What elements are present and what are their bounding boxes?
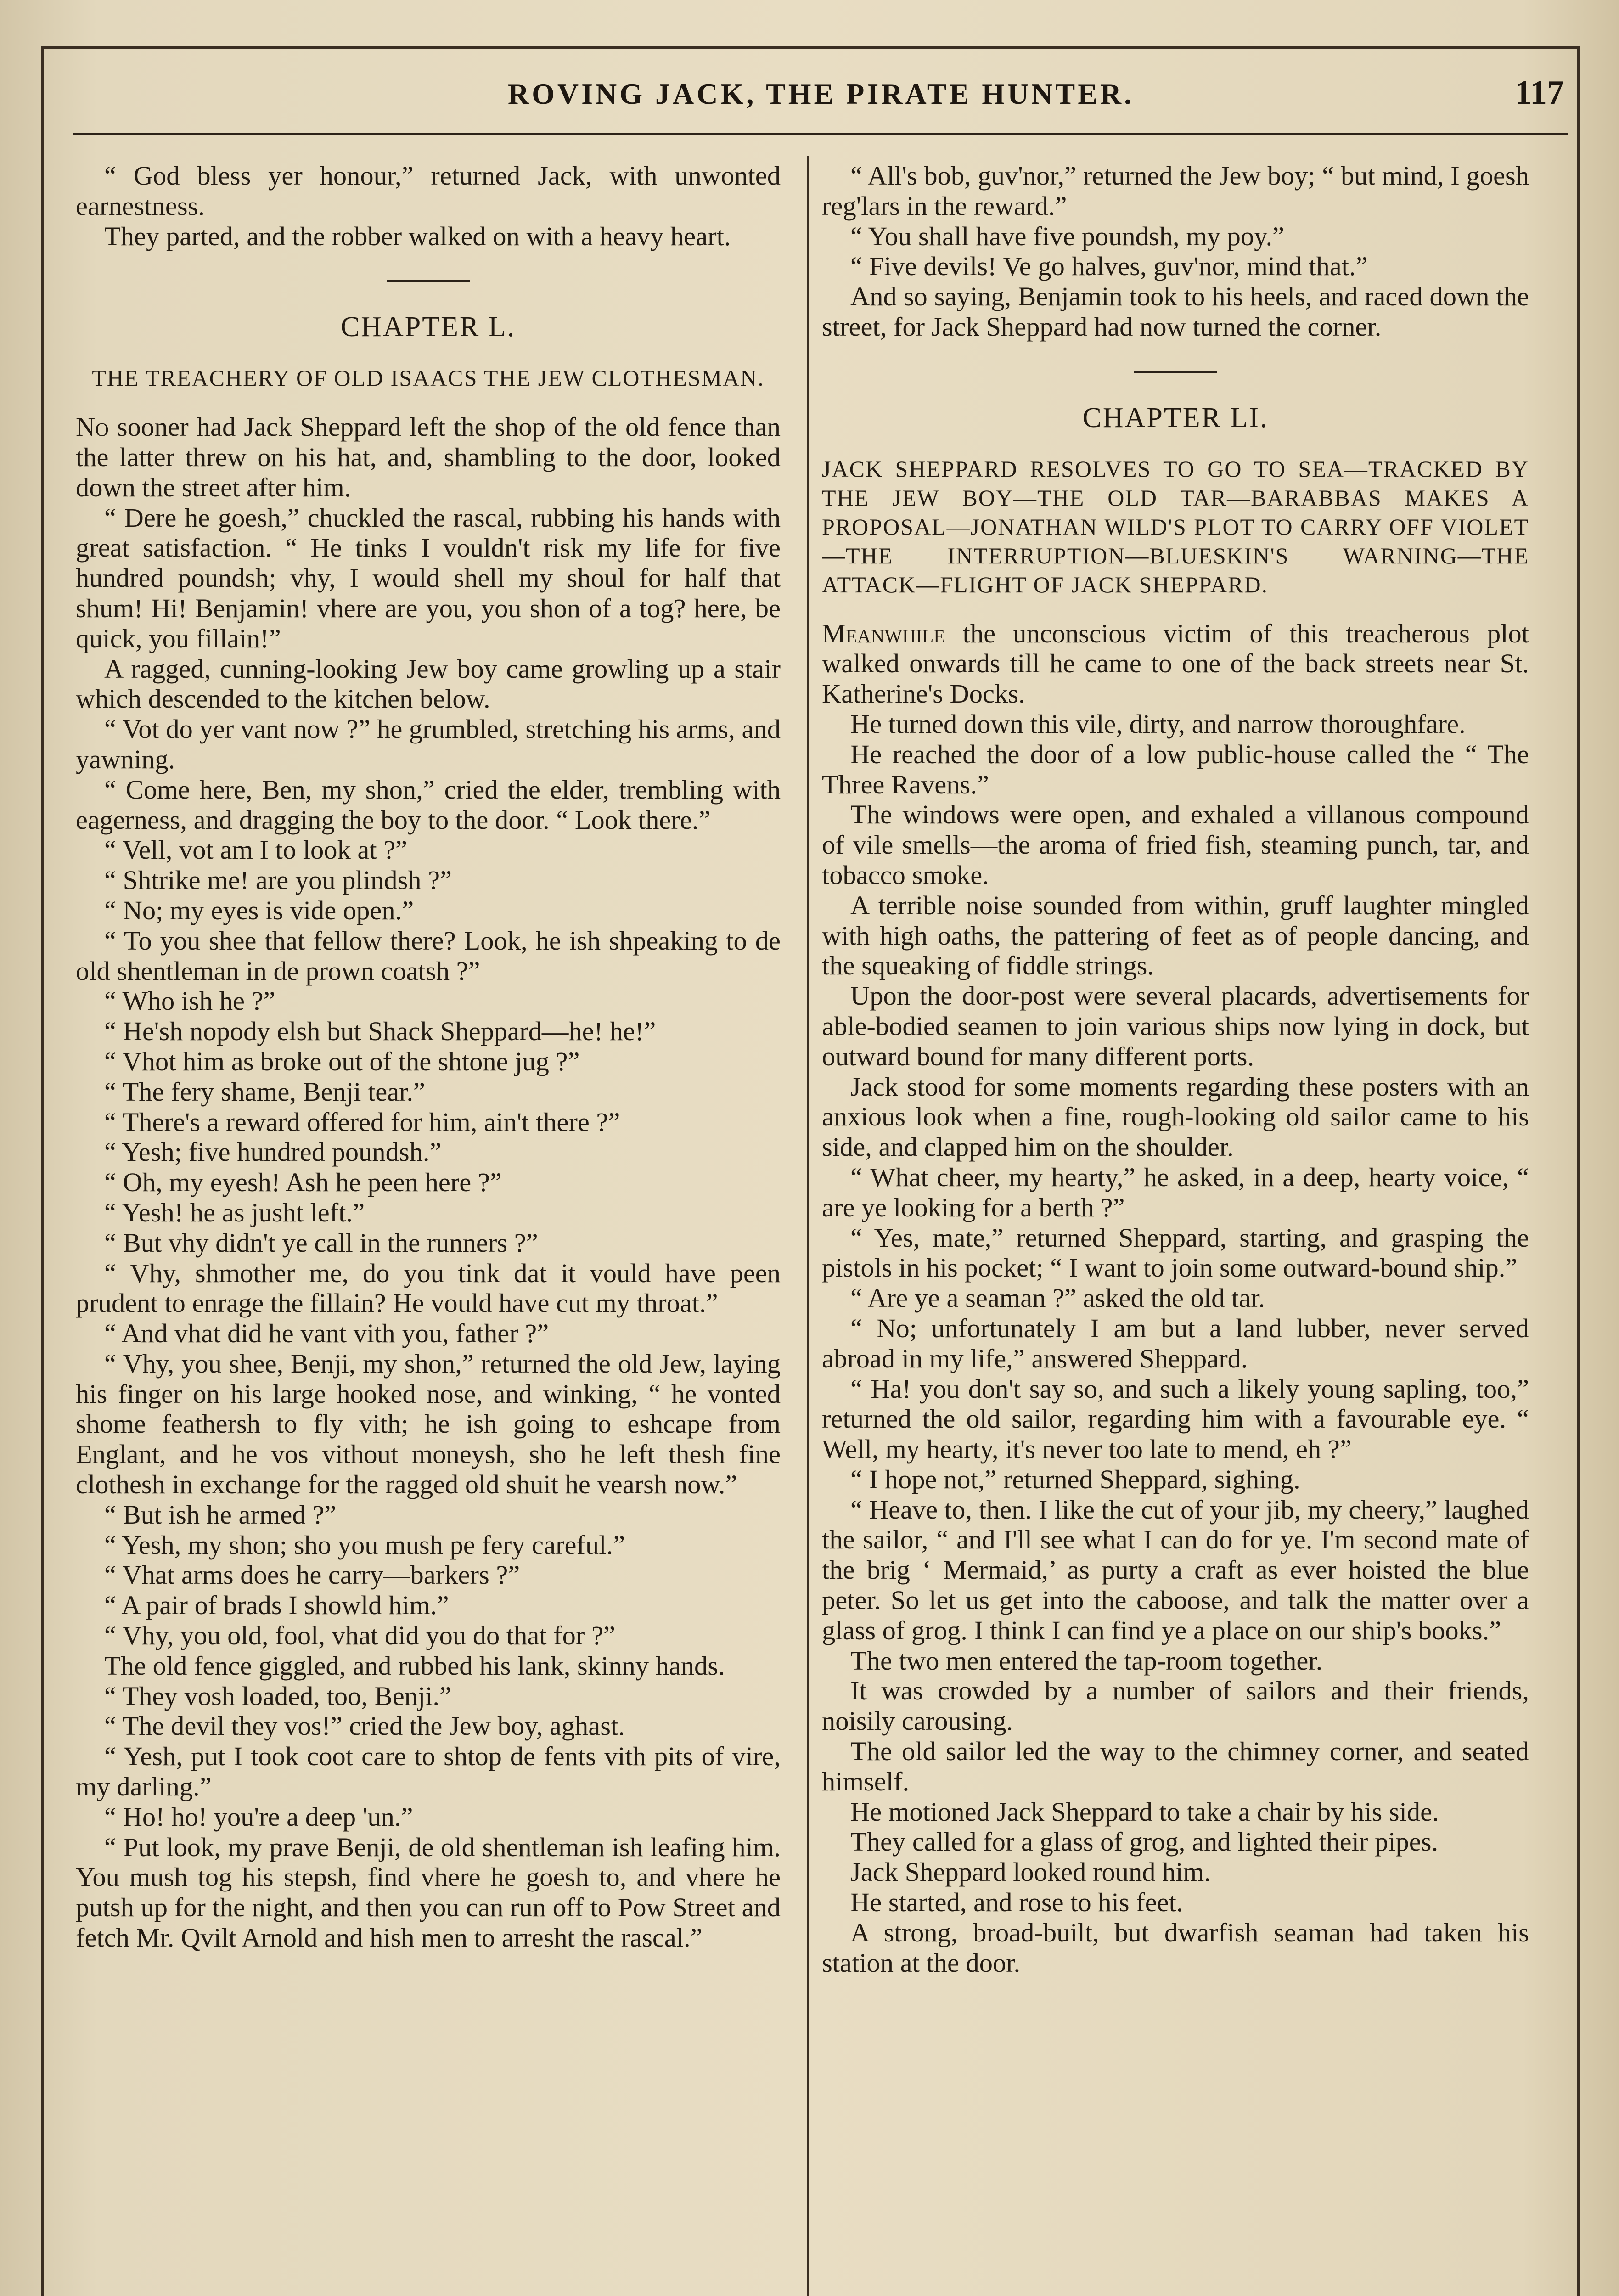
paragraph: Jack stood for some moments regarding these posters with an anxious look when a fine, rough-looking old sailor came to his side, and clapped him on the shoulder. xyxy=(822,1071,1529,1162)
paragraph: “ A pair of brads I showld him.” xyxy=(104,1590,449,1621)
chapter-subtitle: JACK SHEPPARD RESOLVES TO GO TO SEA—TRACKED BY THE JEW BOY—THE OLD TAR—BARABBAS MAKES A PROPOSAL—JONATHAN WILD'S PLOT TO CARRY OFF VIOLET—THE INTERRUPTION—BLUESKIN'S WARNING—THE ATTACK—FLIGHT OF JACK SHEPPARD. xyxy=(822,456,1529,597)
paragraph: “ But vhy didn't ye call in the runners ?” xyxy=(104,1227,538,1258)
paragraph: Jack Sheppard looked round him. xyxy=(850,1857,1211,1887)
paragraph: “ No; my eyes is vide open.” xyxy=(104,895,414,925)
page-number: 117 xyxy=(1515,74,1564,112)
left-column xyxy=(76,161,781,2296)
paragraph: “ No; unfortunately I am but a land lubber, never served abroad in my life,” answered Sheppard. xyxy=(822,1313,1529,1373)
paragraph: “ Yesh! he as jusht left.” xyxy=(104,1197,365,1227)
drop-lead-word: Meanwhile xyxy=(822,618,945,648)
paragraph: “ But ish he armed ?” xyxy=(104,1499,337,1530)
paragraph: “ There's a reward offered for him, ain't there ?” xyxy=(104,1107,620,1137)
paragraph: “ Vot do yer vant now ?” he grumbled, stretching his arms, and yawning. xyxy=(76,714,781,774)
paragraph: The old fence giggled, and rubbed his lank, skinny hands. xyxy=(104,1650,725,1681)
paragraph: He reached the door of a low public-house called the “ The Three Ravens.” xyxy=(822,739,1529,799)
paragraph: “ The fery shame, Benji tear.” xyxy=(104,1076,426,1107)
chapter-heading: CHAPTER LI. xyxy=(1082,402,1269,433)
paragraph: “ Are ye a seaman ?” asked the old tar. xyxy=(850,1283,1265,1313)
running-title: ROVING JACK, THE PIRATE HUNTER. xyxy=(507,78,1135,110)
paragraph: “ I hope not,” returned Sheppard, sighing. xyxy=(850,1464,1300,1494)
paragraph: “ Yes, mate,” returned Sheppard, starting, and grasping the pistols in his pocket; “ I want to join some outward-bound ship.” xyxy=(822,1222,1529,1283)
section-divider xyxy=(387,280,470,282)
chapter-heading: CHAPTER L. xyxy=(340,311,516,343)
drop-lead-word: No xyxy=(76,412,109,442)
chapter-opening-paragraph xyxy=(76,412,781,502)
paragraph: The old sailor led the way to the chimney corner, and seated himself. xyxy=(822,1736,1529,1796)
paragraph: “ Dere he goesh,” chuckled the rascal, rubbing his hands with great satisfaction. “ He tinks I vouldn't risk my life for five hundred poundsh; vhy, I would shell my shoul for half that shum! Hi! Benjamin! vhere are you, you shon of a tog? here, be quick, you fillain!” xyxy=(76,502,781,653)
section-divider xyxy=(1134,371,1217,373)
paragraph: And so saying, Benjamin took to his heels, and raced down the street, for Jack Sheppard had now turned the corner. xyxy=(822,281,1529,342)
chapter-opening-paragraph xyxy=(822,619,1529,709)
paragraph: “ Vell, vot am I to look at ?” xyxy=(104,835,408,865)
paragraph: He turned down this vile, dirty, and narrow thoroughfare. xyxy=(850,709,1466,739)
paragraph: “ He'sh nopody elsh but Shack Sheppard—he! he!” xyxy=(104,1016,656,1047)
paragraph: A ragged, cunning-looking Jew boy came growling up a stair which descended to the kitchen below. xyxy=(76,653,781,714)
paragraph: “ You shall have five poundsh, my poy.” xyxy=(850,221,1285,251)
right-paragraph-list xyxy=(822,709,1529,1978)
paragraph: A strong, broad-built, but dwarfish seaman had taken his station at the door. xyxy=(822,1917,1529,1978)
paragraph: “ Five devils! Ve go halves, guv'nor, mind that.” xyxy=(850,251,1368,281)
paragraph: He started, and rose to his feet. xyxy=(850,1887,1183,1918)
column-divider xyxy=(807,156,809,2296)
paragraph: “ Yesh; five hundred poundsh.” xyxy=(104,1137,442,1167)
paragraph: “ God bless yer honour,” returned Jack, with unwonted earnestness. xyxy=(76,161,781,221)
paragraph: “ Vhy, shmother me, do you tink dat it vould have peen prudent to enrage the fillain? He vould have cut my throat.” xyxy=(76,1258,781,1318)
paragraph: “ Ho! ho! you're a deep 'un.” xyxy=(104,1801,413,1832)
paragraph: “ Vhat arms does he carry—barkers ?” xyxy=(104,1560,520,1590)
paragraph: The windows were open, and exhaled a villanous compound of vile smells—the aroma of fried fish, steaming punch, tar, and tobacco smoke. xyxy=(822,799,1529,890)
opening-text: sooner had Jack Sheppard left the shop of the old fence than the latter threw on his hat, and, shambling to the door, looked down the street after him. xyxy=(76,412,781,502)
paragraph: It was crowded by a number of sailors and their friends, noisily carousing. xyxy=(822,1676,1529,1736)
paragraph: “ All's bob, guv'nor,” returned the Jew boy; “ but mind, I goesh reg'lars in the reward.” xyxy=(822,161,1529,221)
paragraph: “ The devil they vos!” cried the Jew boy, aghast. xyxy=(104,1711,625,1741)
paragraph: “ Heave to, then. I like the cut of your jib, my cheery,” laughed the sailor, “ and I'll see what I can do for ye. I'm second mate of the brig ‘ Mermaid,’ as purty a craft as ever hoisted the blue peter. So let us get into the caboose, and talk the matter over a glass of grog. I think I can find ye a place on our ship's books.” xyxy=(822,1494,1529,1645)
paragraph: “ Yesh, my shon; sho you mush pe fery careful.” xyxy=(104,1530,625,1560)
paragraph: A terrible noise sounded from within, gruff laughter mingled with high oaths, the pattering of feet as of people dancing, and the squeaking of fiddle strings. xyxy=(822,890,1529,981)
paragraph: “ Yesh, put I took coot care to shtop de fents vith pits of vire, my darling.” xyxy=(76,1741,781,1802)
chapter-subtitle: THE TREACHERY OF OLD ISAACS THE JEW CLOTHESMAN. xyxy=(92,365,765,391)
right-column xyxy=(822,161,1529,2296)
opening-text: the unconscious victim of this treacherous plot walked onwards till he came to one of the back streets near St. Katherine's Docks. xyxy=(822,618,1529,709)
paragraph: He motioned Jack Sheppard to take a chair by his side. xyxy=(850,1796,1439,1827)
paragraph: “ What cheer, my hearty,” he asked, in a deep, hearty voice, “ are ye looking for a berth ?” xyxy=(822,1162,1529,1222)
paragraph: “ Shtrike me! are you plindsh ?” xyxy=(104,865,452,895)
paragraph: “ Vhy, you old, fool, vhat did you do that for ?” xyxy=(104,1621,615,1651)
running-head xyxy=(73,69,1568,135)
paragraph: “ Come here, Ben, my shon,” cried the elder, trembling with eagerness, and dragging the boy to the door. “ Look there.” xyxy=(76,774,781,835)
paragraph: The two men entered the tap-room together. xyxy=(850,1645,1323,1676)
paragraph: “ Who ish he ?” xyxy=(104,986,275,1016)
paragraph: “ Vhot him as broke out of the shtone jug ?” xyxy=(104,1046,580,1076)
paragraph: “ Ha! you don't say so, and such a likely young sapling, too,” returned the old sailor, regarding him with a favourable eye. “ Well, my hearty, it's never too late to mend, eh ?” xyxy=(822,1373,1529,1464)
paragraph: “ And vhat did he vant vith you, father ?” xyxy=(104,1318,549,1349)
paragraph: “ To you shee that fellow there? Look, he ish shpeaking to de old shentleman in de prown coatsh ?” xyxy=(76,925,781,986)
paragraph: Upon the door-post were several placards, advertisements for able-bodied seamen to join various ships now lying in dock, but outward bound for many different ports. xyxy=(822,981,1529,1071)
paragraph: “ Vhy, you shee, Benji, my shon,” returned the old Jew, laying his finger on his large hooked nose, and winking, “ he vonted shome feathersh to fly vith; he ish going to eshcape from Englant, and he vos vithout moneysh, sho he left thesh fine clothesh in exchange for the ragged old shuit he vearsh now.” xyxy=(76,1348,781,1500)
paragraph: They called for a glass of grog, and lighted their pipes. xyxy=(850,1827,1439,1857)
paragraph: “ They vosh loaded, too, Benji.” xyxy=(104,1681,452,1711)
paragraph: “ Oh, my eyesh! Ash he peen here ?” xyxy=(104,1167,502,1198)
paragraph: They parted, and the robber walked on with a heavy heart. xyxy=(104,221,731,251)
paragraph: “ Put look, my prave Benji, de old shentleman ish leafing him. You mush tog his stepsh, find vhere he goesh to, and vhere he putsh up for the night, and then you can run off to Pow Street and fetch Mr. Qvilt Arnold and hish men to arresht the rascal.” xyxy=(76,1832,781,1953)
left-paragraph-list xyxy=(76,503,781,1953)
